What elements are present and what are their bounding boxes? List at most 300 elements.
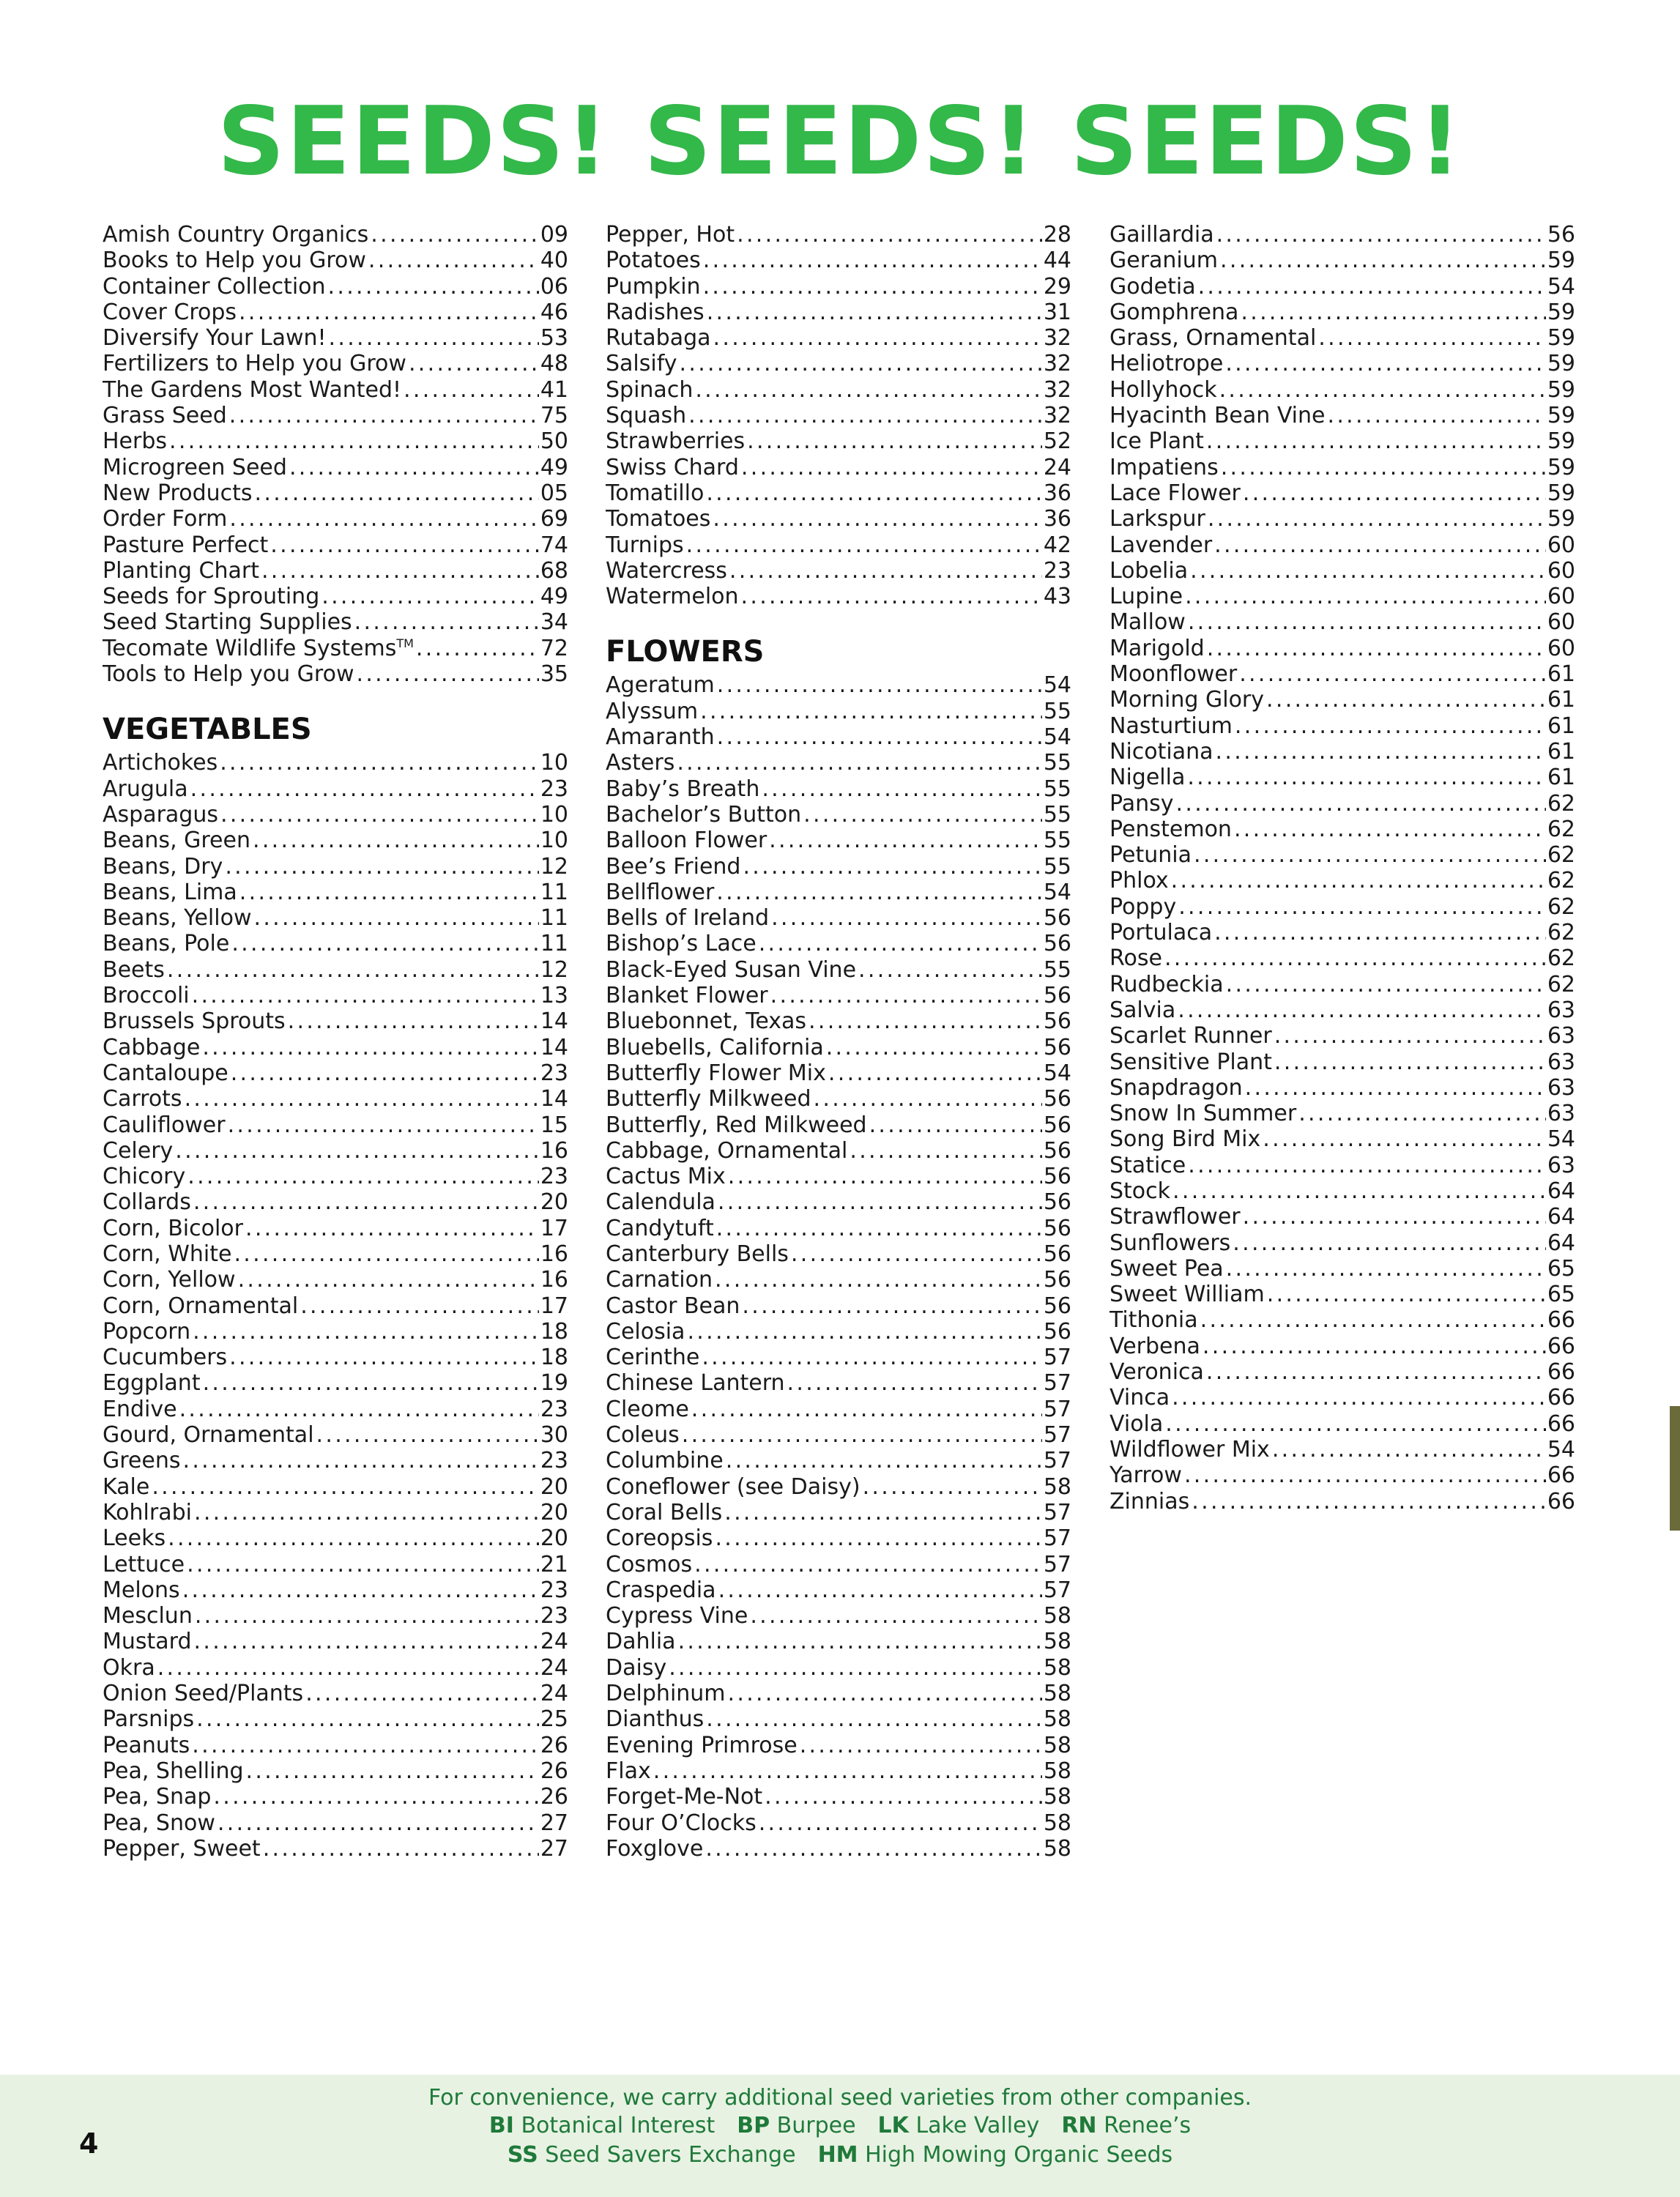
dot-leader: [1170, 1385, 1546, 1410]
index-entry: [103, 1500, 568, 1525]
dot-leader: [716, 1189, 1042, 1215]
entry-name: [103, 455, 287, 480]
entry-name: [1110, 739, 1213, 765]
entry-name-text: Pansy: [1110, 790, 1174, 817]
entry-page: 10: [540, 828, 568, 854]
dot-leader: [1272, 1049, 1546, 1075]
index-entry: [103, 558, 568, 584]
entry-page: 61: [1547, 713, 1575, 739]
dot-leader: [287, 455, 539, 480]
entry-name-text: Cover Crops: [103, 299, 237, 325]
entry-page: 14: [540, 1008, 568, 1035]
index-entry: [1110, 403, 1575, 428]
entry-name: [606, 506, 710, 532]
entry-name: [103, 957, 165, 983]
entry-name-text: Seeds for Sprouting: [103, 584, 320, 610]
entry-page: 55: [1043, 853, 1071, 880]
entry-name: [1110, 920, 1212, 945]
index-column-3: [1110, 222, 1575, 1514]
entry-name: [606, 1603, 748, 1629]
dot-leader: [715, 672, 1042, 698]
entry-page: 59: [1547, 351, 1575, 377]
index-entry: [103, 300, 568, 325]
dot-leader: [185, 1164, 539, 1189]
entry-name-text: Endive: [103, 1396, 177, 1422]
entry-name-text: Pea, Snap: [103, 1784, 212, 1810]
entry-page: 52: [1043, 428, 1071, 455]
index-entry: [103, 1784, 568, 1810]
entry-name: [1110, 558, 1188, 584]
index-entry: [1110, 428, 1575, 454]
index-entry: [103, 828, 568, 853]
entry-name-text: Balloon Flower: [606, 828, 767, 854]
company-abbr: LK: [877, 2113, 909, 2138]
entry-page: 56: [1043, 1008, 1071, 1035]
entry-page: 61: [1547, 687, 1575, 713]
dot-leader: [193, 1603, 539, 1629]
entry-page: 60: [1547, 635, 1575, 661]
index-entry: [1110, 661, 1575, 687]
entry-name: [103, 1293, 298, 1319]
dot-leader: [685, 1319, 1041, 1345]
dot-leader: [798, 1733, 1042, 1758]
entry-name-text: Baby’s Breath: [606, 776, 760, 802]
index-entry: [1110, 1437, 1575, 1462]
entry-page: 36: [1043, 506, 1071, 532]
entry-name: [606, 1784, 762, 1810]
company-abbr: BP: [737, 2113, 770, 2138]
entry-name: [606, 558, 727, 584]
index-entry: [103, 1008, 568, 1034]
index-entry: [1110, 222, 1575, 248]
page-edge-tab: [1670, 1406, 1680, 1531]
dot-leader: [739, 455, 1042, 480]
entry-name-text: Sensitive Plant: [1110, 1049, 1272, 1075]
dot-leader: [1169, 868, 1546, 893]
dot-leader: [326, 274, 539, 300]
index-entry: [1110, 817, 1575, 842]
entry-name-text: Lace Flower: [1110, 480, 1241, 506]
entry-name: [103, 661, 354, 687]
entry-page: 63: [1547, 1152, 1575, 1178]
entry-page: 59: [1547, 454, 1575, 480]
dot-leader: [789, 1241, 1042, 1267]
entry-name-text: Onion Seed/Plants: [103, 1681, 304, 1707]
entry-name: [606, 1448, 724, 1473]
entry-name: [606, 1706, 704, 1732]
entry-page: 20: [540, 1499, 568, 1525]
dot-leader: [1217, 377, 1546, 403]
entry-name: [606, 403, 686, 428]
index-entry: [1110, 1282, 1575, 1307]
dot-leader: [1243, 1075, 1546, 1101]
entry-name: [606, 1035, 824, 1060]
entry-name-text: Snow In Summer: [1110, 1101, 1297, 1127]
entry-name-text: Tithonia: [1110, 1307, 1198, 1334]
entry-name-text: Gaillardia: [1110, 222, 1214, 248]
dot-leader: [1174, 791, 1546, 817]
entry-page: 34: [540, 609, 568, 636]
dot-leader: [406, 351, 539, 376]
entry-name-text: Okra: [103, 1654, 155, 1681]
entry-name: [606, 248, 701, 273]
entry-name: [606, 1474, 861, 1500]
entry-name: [103, 931, 229, 956]
index-entry: [1110, 1049, 1575, 1075]
entry-name-text: Spinach: [606, 376, 694, 403]
entry-name: [606, 905, 769, 931]
dot-leader: [704, 480, 1042, 506]
entry-name: [606, 1629, 676, 1654]
dot-leader: [1223, 351, 1545, 376]
entry-page: 23: [540, 1448, 568, 1474]
dot-leader: [686, 403, 1042, 428]
entry-name-text: Poppy: [1110, 893, 1177, 920]
index-entry: [1110, 300, 1575, 325]
entry-page: 58: [1043, 1654, 1071, 1681]
index-entry: [606, 1577, 1071, 1603]
entry-page: 54: [1547, 273, 1575, 300]
entry-page: 17: [540, 1215, 568, 1241]
dot-leader: [244, 1758, 539, 1784]
dot-leader: [261, 1836, 539, 1862]
entry-name-text: Greens: [103, 1448, 181, 1474]
index-entry: [606, 1319, 1071, 1345]
dot-leader: [714, 1216, 1042, 1241]
dot-leader: [354, 661, 539, 687]
dot-leader: [250, 828, 539, 853]
entry-page: 32: [1043, 351, 1071, 377]
index-entry: [103, 532, 568, 558]
dot-leader: [286, 1008, 539, 1034]
entry-page: 20: [540, 1525, 568, 1552]
entry-name: [103, 1577, 180, 1603]
entry-page: 62: [1547, 971, 1575, 997]
entry-page: 25: [540, 1706, 568, 1733]
dot-leader: [319, 584, 539, 609]
dot-leader: [190, 983, 539, 1008]
index-entry: [103, 480, 568, 506]
index-entry: [606, 1500, 1071, 1525]
index-entry: [1110, 325, 1575, 351]
entry-page: 27: [540, 1835, 568, 1862]
entry-name-text: Strawberries: [606, 428, 746, 455]
entry-name: [103, 750, 218, 776]
company-name: Renee’s: [1104, 2113, 1192, 2138]
companies-line-1: [0, 2113, 1680, 2139]
company-abbr: SS: [507, 2142, 538, 2168]
entry-name: [606, 325, 711, 351]
entry-name: [606, 1370, 785, 1396]
entry-page: 32: [1043, 403, 1071, 429]
dot-leader: [759, 776, 1041, 802]
company-entry: [878, 2113, 1040, 2138]
dot-leader: [847, 1138, 1041, 1164]
dot-leader: [1182, 1462, 1546, 1488]
dot-leader: [867, 1112, 1042, 1138]
index-entry: [1110, 1334, 1575, 1359]
entry-name: [606, 983, 768, 1008]
entry-name: [606, 1345, 699, 1370]
entry-name-text: Cabbage: [103, 1034, 201, 1060]
dot-leader: [856, 957, 1042, 983]
entry-name-text: Bluebells, California: [606, 1034, 824, 1060]
entry-name: [103, 1138, 173, 1164]
index-entry: [606, 1035, 1071, 1060]
dot-leader: [243, 1216, 539, 1241]
entry-name: [103, 1629, 192, 1654]
dot-leader: [676, 1629, 1042, 1654]
entry-name-text: Song Bird Mix: [1110, 1126, 1261, 1153]
entry-name: [103, 480, 253, 506]
index-entry: [103, 1577, 568, 1603]
index-entry: [606, 222, 1071, 248]
entry-name-text: Potatoes: [606, 248, 701, 274]
entry-name-text: Order Form: [103, 506, 228, 532]
entry-name-text: Rudbeckia: [1110, 971, 1224, 997]
index-entry: [1110, 765, 1575, 790]
entry-page: 41: [540, 376, 568, 403]
company-abbr: BI: [488, 2113, 514, 2138]
dot-leader: [1162, 945, 1546, 971]
entry-page: 63: [1547, 1101, 1575, 1127]
entry-page: 21: [540, 1551, 568, 1577]
entry-page: 32: [1043, 376, 1071, 403]
entry-name-text: Canterbury Bells: [606, 1241, 789, 1267]
entry-page: 56: [1043, 983, 1071, 1009]
index-entry: [103, 1345, 568, 1370]
entry-name: [1110, 1153, 1186, 1178]
dot-leader: [1237, 661, 1546, 687]
dot-leader: [1270, 1437, 1546, 1462]
entry-name: [606, 1060, 826, 1086]
dot-leader: [722, 1500, 1042, 1525]
entry-name: [606, 1758, 651, 1784]
entry-page: 14: [540, 1086, 568, 1112]
entry-name: [103, 428, 167, 454]
dot-leader: [180, 1448, 538, 1473]
dot-leader: [190, 1733, 539, 1758]
entry-name-text: Parsnips: [103, 1706, 195, 1733]
dot-leader: [1260, 1126, 1546, 1152]
entry-page: 57: [1043, 1499, 1071, 1525]
entry-page: 63: [1547, 1023, 1575, 1049]
entry-name-text: Calendula: [606, 1189, 716, 1216]
dot-leader: [757, 931, 1042, 956]
entry-page: 66: [1547, 1410, 1575, 1437]
entry-page: 12: [540, 956, 568, 983]
entry-name-text: Phlox: [1110, 868, 1169, 894]
entry-page: 69: [540, 506, 568, 532]
dot-leader: [166, 1525, 539, 1551]
dot-leader: [228, 1060, 539, 1086]
entry-name-text: Zinnias: [1110, 1488, 1190, 1514]
entry-page: 23: [540, 1396, 568, 1422]
entry-page: 58: [1043, 1835, 1071, 1862]
index-entry: [606, 1060, 1071, 1086]
entry-name-text: Cypress Vine: [606, 1603, 748, 1629]
index-entry: [606, 248, 1071, 273]
index-entry: [103, 983, 568, 1008]
entry-name-text: Cantaloupe: [103, 1060, 228, 1086]
index-entry: [1110, 1462, 1575, 1488]
index-entry: [1110, 274, 1575, 300]
entry-name-text: Impatiens: [1110, 454, 1219, 480]
entry-page: 36: [1043, 480, 1071, 506]
entry-name-text: Gourd, Ornamental: [103, 1422, 314, 1449]
entry-name: [606, 300, 705, 325]
entry-page: 66: [1547, 1462, 1575, 1489]
entry-name: [103, 1189, 191, 1215]
dot-leader: [785, 1370, 1042, 1396]
entry-name: [606, 1164, 726, 1189]
index-entry: [103, 1836, 568, 1862]
entry-page: 55: [1043, 698, 1071, 724]
company-name: High Mowing Organic Seeds: [865, 2142, 1173, 2168]
entry-page: 66: [1547, 1307, 1575, 1334]
index-entry: [606, 1681, 1071, 1706]
dot-leader: [223, 854, 538, 880]
dot-leader: [229, 931, 539, 956]
index-entry: [606, 1784, 1071, 1810]
entry-name: [103, 1345, 227, 1370]
entry-name-text: Candytuft: [606, 1215, 714, 1241]
index-entry: [606, 1422, 1071, 1448]
entry-name: [606, 1577, 716, 1603]
entry-name-text: Forget-Me-Not: [606, 1784, 763, 1810]
entry-page: 60: [1547, 609, 1575, 636]
index-entry: [606, 1008, 1071, 1034]
dot-leader: [1316, 325, 1546, 351]
entry-name: [606, 274, 701, 300]
entry-page: 35: [540, 661, 568, 688]
entry-page: 18: [540, 1345, 568, 1371]
entry-page: 57: [1043, 1577, 1071, 1603]
entry-name-text: Popcorn: [103, 1318, 191, 1345]
index-entry: [606, 957, 1071, 983]
dot-leader: [806, 1008, 1042, 1034]
entry-name: [606, 1422, 680, 1448]
entry-name: [606, 1189, 716, 1215]
entry-name-text: Gomphrena: [1110, 299, 1239, 325]
entry-name-text: Carrots: [103, 1086, 182, 1112]
entry-page: 56: [1043, 1267, 1071, 1293]
entry-name: [1110, 1049, 1272, 1075]
dot-leader: [727, 558, 1042, 584]
index-entry: [103, 1655, 568, 1681]
entry-name: [606, 750, 674, 776]
entry-name: [1110, 351, 1223, 376]
entry-name-text: Lettuce: [103, 1551, 185, 1577]
dot-leader: [1218, 248, 1546, 273]
entry-name-text: Watercress: [606, 557, 727, 584]
entry-name: [606, 1397, 689, 1422]
index-entry: [606, 403, 1071, 428]
entry-name: [1110, 1256, 1224, 1282]
entry-name-text: Chinese Lantern: [606, 1370, 785, 1397]
entry-page: 20: [540, 1473, 568, 1500]
index-entry: [1110, 920, 1575, 945]
entry-page: 57: [1043, 1345, 1071, 1371]
index-entry: [606, 532, 1071, 558]
entry-page: 49: [540, 454, 568, 480]
entry-name-text: Collards: [103, 1189, 191, 1216]
entry-page: 16: [540, 1137, 568, 1164]
dot-leader: [699, 1345, 1041, 1370]
entry-page: 62: [1547, 920, 1575, 946]
entry-name: [103, 403, 227, 428]
page-title: SEEDS! SEEDS! SEEDS!: [217, 87, 1463, 196]
entry-name: [103, 558, 259, 584]
entry-name-text: Arugula: [103, 776, 188, 802]
entry-name-text: Pumpkin: [606, 273, 701, 300]
entry-page: 60: [1547, 584, 1575, 610]
entry-name-text: Pasture Perfect: [103, 532, 269, 558]
entry-page: 06: [540, 273, 568, 300]
entry-name-text: Bells of Ireland: [606, 905, 770, 932]
entry-page: 57: [1043, 1396, 1071, 1422]
index-entry: [1110, 609, 1575, 635]
index-entry: [103, 222, 568, 248]
dot-leader: [714, 880, 1042, 905]
entry-name: [1110, 428, 1204, 454]
entry-name-text: Tomatoes: [606, 506, 711, 532]
index-entry: [1110, 1385, 1575, 1410]
entry-page: 68: [540, 557, 568, 584]
entry-name: [103, 905, 252, 931]
entry-page: 17: [540, 1293, 568, 1319]
index-entry: [606, 1525, 1071, 1551]
entry-name-text: Delphinum: [606, 1681, 726, 1707]
dot-leader: [1230, 1230, 1546, 1256]
index-entry: [1110, 894, 1575, 920]
entry-name: [606, 1810, 757, 1836]
entry-name: [606, 584, 739, 609]
index-entry: [103, 1035, 568, 1060]
entry-name: [1110, 868, 1169, 893]
entry-name: [606, 455, 739, 480]
dot-leader: [1241, 1204, 1546, 1230]
entry-page: 60: [1547, 557, 1575, 584]
index-entry: [103, 584, 568, 609]
entry-name-text: Mallow: [1110, 609, 1186, 636]
entry-page: 44: [1043, 248, 1071, 274]
dot-leader: [1241, 480, 1546, 506]
entry-name-text: Turnips: [606, 532, 684, 558]
entry-name: [103, 1681, 303, 1706]
index-entry: [103, 506, 568, 532]
index-entry: [1110, 997, 1575, 1023]
dot-leader: [200, 1035, 539, 1060]
company-entry: [818, 2142, 1173, 2168]
dot-leader: [1233, 713, 1546, 739]
entry-page: 31: [1043, 299, 1071, 325]
index-entry: [103, 1060, 568, 1086]
entry-name-text: Blanket Flower: [606, 983, 768, 1009]
dot-leader: [1163, 1411, 1546, 1437]
index-entry: [103, 1552, 568, 1577]
dot-leader: [149, 1474, 538, 1500]
entry-name: [103, 1060, 228, 1086]
dot-leader: [314, 1422, 539, 1448]
index-entry: [606, 1138, 1071, 1164]
dot-leader: [227, 403, 539, 428]
entry-name: [103, 1810, 215, 1836]
entry-name-text: Foxglove: [606, 1835, 704, 1862]
entry-name: [606, 957, 856, 983]
entry-name-text: Cerinthe: [606, 1345, 700, 1371]
index-entry: [606, 880, 1071, 905]
